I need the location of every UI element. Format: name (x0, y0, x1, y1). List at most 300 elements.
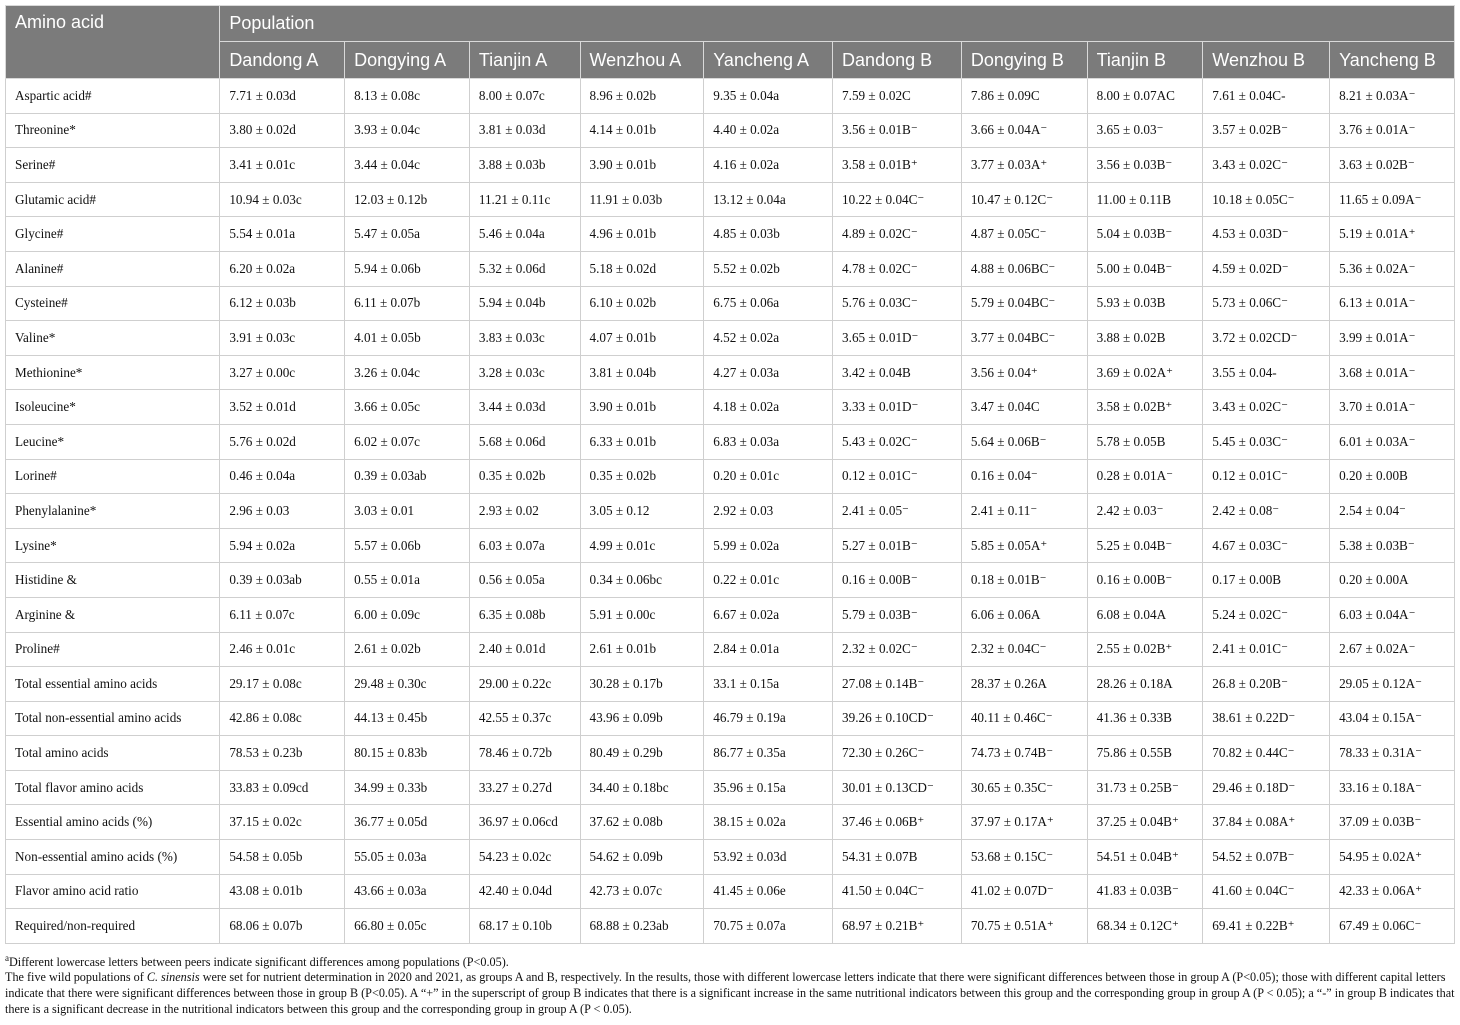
table-cell: 5.85 ± 0.05A⁺ (961, 528, 1087, 563)
table-cell: 33.83 ± 0.09cd (220, 770, 345, 805)
table-cell: 2.55 ± 0.02B⁺ (1087, 632, 1203, 667)
table-cell: 3.99 ± 0.01A⁻ (1330, 321, 1455, 356)
column-header: Wenzhou A (580, 42, 704, 79)
table-cell: 3.56 ± 0.04⁺ (961, 355, 1087, 390)
table-cell: 5.93 ± 0.03B (1087, 286, 1203, 321)
table-cell: 5.38 ± 0.03B⁻ (1330, 528, 1455, 563)
table-cell: 66.80 ± 0.05c (345, 909, 470, 944)
column-header: Tianjin B (1087, 42, 1203, 79)
table-cell: 3.70 ± 0.01A⁻ (1330, 390, 1455, 425)
species-name: C. sinensis (146, 970, 200, 984)
table-cell: 37.62 ± 0.08b (580, 805, 704, 840)
table-cell: 3.05 ± 0.12 (580, 494, 704, 529)
table-cell: 5.00 ± 0.04B⁻ (1087, 251, 1203, 286)
table-cell: 7.61 ± 0.04C- (1203, 79, 1330, 114)
table-cell: 3.90 ± 0.01b (580, 148, 704, 183)
table-cell: 2.61 ± 0.02b (345, 632, 470, 667)
table-row (6, 424, 1455, 459)
table-cell: 30.28 ± 0.17b (580, 667, 704, 702)
footnote-significance-text: Different lowercase letters between peers indicate significant differences among populations (P<0.05). (9, 955, 509, 970)
table-cell: 4.27 ± 0.03a (704, 355, 833, 390)
table-cell: 34.40 ± 0.18bc (580, 770, 704, 805)
table-cell: 5.36 ± 0.02A⁻ (1330, 251, 1455, 286)
table-cell: 13.12 ± 0.04a (704, 182, 833, 217)
table-cell: 4.01 ± 0.05b (345, 321, 470, 356)
table-cell: 6.03 ± 0.07a (469, 528, 580, 563)
table-cell: 8.96 ± 0.02b (580, 79, 704, 114)
table-cell: 0.20 ± 0.00A (1330, 563, 1455, 598)
table-cell: 5.76 ± 0.02d (220, 424, 345, 459)
header-amino-acid: Amino acid (6, 6, 220, 79)
table-cell: 26.8 ± 0.20B⁻ (1203, 667, 1330, 702)
table-cell: 5.52 ± 0.02b (704, 251, 833, 286)
table-cell: 10.18 ± 0.05C⁻ (1203, 182, 1330, 217)
table-cell: 4.78 ± 0.02C⁻ (833, 251, 962, 286)
table-cell: 6.12 ± 0.03b (220, 286, 345, 321)
table-cell: 4.87 ± 0.05C⁻ (961, 217, 1087, 252)
column-header: Yancheng B (1330, 42, 1455, 79)
table-row (6, 251, 1455, 286)
table-row (6, 286, 1455, 321)
table-cell: 2.41 ± 0.11⁻ (961, 494, 1087, 529)
table-cell: 37.15 ± 0.02c (220, 805, 345, 840)
table-cell: 53.92 ± 0.03d (704, 840, 833, 875)
row-label: Valine* (6, 321, 220, 356)
table-cell: 6.02 ± 0.07c (345, 424, 470, 459)
table-cell: 5.46 ± 0.04a (469, 217, 580, 252)
table-cell: 0.16 ± 0.00B⁻ (833, 563, 962, 598)
table-cell: 8.00 ± 0.07AC (1087, 79, 1203, 114)
column-header: Dongying B (961, 42, 1087, 79)
table-row (6, 701, 1455, 736)
table-cell: 3.55 ± 0.04- (1203, 355, 1330, 390)
table-cell: 78.53 ± 0.23b (220, 736, 345, 771)
table-cell: 3.68 ± 0.01A⁻ (1330, 355, 1455, 390)
table-cell: 3.56 ± 0.03B⁻ (1087, 148, 1203, 183)
table-cell: 3.90 ± 0.01b (580, 390, 704, 425)
table-cell: 3.27 ± 0.00c (220, 355, 345, 390)
table-cell: 4.52 ± 0.02a (704, 321, 833, 356)
table-cell: 6.11 ± 0.07b (345, 286, 470, 321)
table-cell: 3.33 ± 0.01D⁻ (833, 390, 962, 425)
row-label: Total essential amino acids (6, 667, 220, 702)
table-cell: 3.56 ± 0.01B⁻ (833, 113, 962, 148)
table-cell: 6.01 ± 0.03A⁻ (1330, 424, 1455, 459)
table-cell: 6.20 ± 0.02a (220, 251, 345, 286)
table-cell: 5.25 ± 0.04B⁻ (1087, 528, 1203, 563)
table-cell: 41.36 ± 0.33B (1087, 701, 1203, 736)
table-cell: 5.47 ± 0.05a (345, 217, 470, 252)
table-cell: 43.08 ± 0.01b (220, 874, 345, 909)
table-cell: 28.37 ± 0.26A (961, 667, 1087, 702)
table-cell: 6.75 ± 0.06a (704, 286, 833, 321)
table-cell: 33.27 ± 0.27d (469, 770, 580, 805)
row-label: Total flavor amino acids (6, 770, 220, 805)
table-cell: 55.05 ± 0.03a (345, 840, 470, 875)
row-label: Methionine* (6, 355, 220, 390)
table-cell: 6.00 ± 0.09c (345, 597, 470, 632)
table-cell: 68.97 ± 0.21B⁺ (833, 909, 962, 944)
table-cell: 4.67 ± 0.03C⁻ (1203, 528, 1330, 563)
table-cell: 36.77 ± 0.05d (345, 805, 470, 840)
table-row (6, 632, 1455, 667)
table-cell: 2.32 ± 0.02C⁻ (833, 632, 962, 667)
table-row (6, 79, 1455, 114)
table-cell: 0.12 ± 0.01C⁻ (1203, 459, 1330, 494)
table-cell: 3.81 ± 0.04b (580, 355, 704, 390)
table-cell: 0.35 ± 0.02b (469, 459, 580, 494)
table-row (6, 736, 1455, 771)
table-cell: 0.20 ± 0.01c (704, 459, 833, 494)
table-cell: 3.58 ± 0.01B⁺ (833, 148, 962, 183)
footnote-method (5, 969, 1460, 1017)
table-cell: 54.51 ± 0.04B⁺ (1087, 840, 1203, 875)
table-row (6, 321, 1455, 356)
row-label: Leucine* (6, 424, 220, 459)
table-cell: 3.41 ± 0.01c (220, 148, 345, 183)
table-cell: 3.44 ± 0.04c (345, 148, 470, 183)
table-cell: 3.58 ± 0.02B⁺ (1087, 390, 1203, 425)
footnote-marker: a (5, 953, 9, 963)
table-cell: 6.67 ± 0.02a (704, 597, 833, 632)
table-cell: 2.54 ± 0.04⁻ (1330, 494, 1455, 529)
table-cell: 2.32 ± 0.04C⁻ (961, 632, 1087, 667)
table-cell: 29.17 ± 0.08c (220, 667, 345, 702)
table-cell: 54.31 ± 0.07B (833, 840, 962, 875)
table-cell: 11.00 ± 0.11B (1087, 182, 1203, 217)
table-cell: 4.14 ± 0.01b (580, 113, 704, 148)
table-cell: 5.04 ± 0.03B⁻ (1087, 217, 1203, 252)
table-cell: 78.33 ± 0.31A⁻ (1330, 736, 1455, 771)
table-cell: 4.07 ± 0.01b (580, 321, 704, 356)
row-label: Phenylalanine* (6, 494, 220, 529)
table-row (6, 355, 1455, 390)
table-row (6, 667, 1455, 702)
table-cell: 5.68 ± 0.06d (469, 424, 580, 459)
table-cell: 78.46 ± 0.72b (469, 736, 580, 771)
table-cell: 6.83 ± 0.03a (704, 424, 833, 459)
footnote-method-text-end: were set for nutrient determination in 2020 and 2021, as groups A and B, respectively. In the results, those with different lowercase letters indicate that there were significant differences between those in group A (P<0.05); those with different capital letters indicate that there were significant differences between those in group B (P<0.05). A “+” in the superscript of group B indicates that there is a significant increase in the same nutritional indicators between this group and the corresponding group in group A (P < 0.05); a “-” in group B indicates that there is a significant decrease in the nutritional indicators between this group and the corresponding group in group A (P < 0.05). (5, 970, 1455, 1016)
table-cell: 6.10 ± 0.02b (580, 286, 704, 321)
table-cell: 3.47 ± 0.04C (961, 390, 1087, 425)
table-cell: 0.28 ± 0.01A⁻ (1087, 459, 1203, 494)
row-label: Required/non-required (6, 909, 220, 944)
row-label: Lysine* (6, 528, 220, 563)
table-cell: 0.16 ± 0.00B⁻ (1087, 563, 1203, 598)
table-cell: 4.18 ± 0.02a (704, 390, 833, 425)
table-container (5, 5, 1455, 944)
table-cell: 31.73 ± 0.25B⁻ (1087, 770, 1203, 805)
table-cell: 4.59 ± 0.02D⁻ (1203, 251, 1330, 286)
table-cell: 70.82 ± 0.44C⁻ (1203, 736, 1330, 771)
table-body (6, 79, 1455, 944)
table-cell: 69.41 ± 0.22B⁺ (1203, 909, 1330, 944)
table-cell: 3.52 ± 0.01d (220, 390, 345, 425)
table-cell: 5.94 ± 0.02a (220, 528, 345, 563)
table-cell: 29.05 ± 0.12A⁻ (1330, 667, 1455, 702)
table-cell: 37.46 ± 0.06B⁺ (833, 805, 962, 840)
table-cell: 7.86 ± 0.09C (961, 79, 1087, 114)
table-cell: 54.58 ± 0.05b (220, 840, 345, 875)
row-label: Alanine# (6, 251, 220, 286)
table-cell: 5.45 ± 0.03C⁻ (1203, 424, 1330, 459)
table-cell: 2.84 ± 0.01a (704, 632, 833, 667)
table-cell: 74.73 ± 0.74B⁻ (961, 736, 1087, 771)
table-cell: 5.43 ± 0.02C⁻ (833, 424, 962, 459)
row-label: Lorine# (6, 459, 220, 494)
table-cell: 3.66 ± 0.04A⁻ (961, 113, 1087, 148)
table-cell: 3.42 ± 0.04B (833, 355, 962, 390)
table-cell: 5.76 ± 0.03C⁻ (833, 286, 962, 321)
table-cell: 0.12 ± 0.01C⁻ (833, 459, 962, 494)
column-header: Dandong B (833, 42, 962, 79)
table-cell: 3.69 ± 0.02A⁺ (1087, 355, 1203, 390)
table-cell: 67.49 ± 0.06C⁻ (1330, 909, 1455, 944)
table-cell: 2.42 ± 0.08⁻ (1203, 494, 1330, 529)
table-cell: 3.83 ± 0.03c (469, 321, 580, 356)
table-cell: 0.20 ± 0.00B (1330, 459, 1455, 494)
table-cell: 3.26 ± 0.04c (345, 355, 470, 390)
column-header: Dongying A (345, 42, 470, 79)
table-cell: 3.81 ± 0.03d (469, 113, 580, 148)
table-cell: 10.22 ± 0.04C⁻ (833, 182, 962, 217)
table-cell: 30.01 ± 0.13CD⁻ (833, 770, 962, 805)
table-cell: 0.22 ± 0.01c (704, 563, 833, 598)
table-cell: 36.97 ± 0.06cd (469, 805, 580, 840)
table-cell: 5.57 ± 0.06b (345, 528, 470, 563)
table-cell: 2.40 ± 0.01d (469, 632, 580, 667)
table-cell: 6.33 ± 0.01b (580, 424, 704, 459)
table-cell: 5.54 ± 0.01a (220, 217, 345, 252)
table-cell: 0.17 ± 0.00B (1203, 563, 1330, 598)
table-row (6, 563, 1455, 598)
table-cell: 68.34 ± 0.12C⁺ (1087, 909, 1203, 944)
table-cell: 3.63 ± 0.02B⁻ (1330, 148, 1455, 183)
row-label: Flavor amino acid ratio (6, 874, 220, 909)
table-cell: 2.42 ± 0.03⁻ (1087, 494, 1203, 529)
table-cell: 38.15 ± 0.02a (704, 805, 833, 840)
table-cell: 2.92 ± 0.03 (704, 494, 833, 529)
row-label: Proline# (6, 632, 220, 667)
table-cell: 34.99 ± 0.33b (345, 770, 470, 805)
table-row (6, 113, 1455, 148)
table-cell: 5.79 ± 0.04BC⁻ (961, 286, 1087, 321)
table-cell: 2.96 ± 0.03 (220, 494, 345, 529)
table-cell: 29.46 ± 0.18D⁻ (1203, 770, 1330, 805)
table-cell: 5.73 ± 0.06C⁻ (1203, 286, 1330, 321)
column-header: Wenzhou B (1203, 42, 1330, 79)
table-cell: 38.61 ± 0.22D⁻ (1203, 701, 1330, 736)
table-cell: 42.86 ± 0.08c (220, 701, 345, 736)
table-cell: 3.44 ± 0.03d (469, 390, 580, 425)
table-cell: 3.88 ± 0.03b (469, 148, 580, 183)
table-cell: 27.08 ± 0.14B⁻ (833, 667, 962, 702)
table-cell: 3.57 ± 0.02B⁻ (1203, 113, 1330, 148)
table-cell: 42.40 ± 0.04d (469, 874, 580, 909)
table-cell: 5.19 ± 0.01A⁺ (1330, 217, 1455, 252)
table-cell: 2.61 ± 0.01b (580, 632, 704, 667)
table-cell: 0.55 ± 0.01a (345, 563, 470, 598)
table-row (6, 770, 1455, 805)
row-label: Total amino acids (6, 736, 220, 771)
table-cell: 0.34 ± 0.06bc (580, 563, 704, 598)
table-cell: 3.28 ± 0.03c (469, 355, 580, 390)
table-cell: 53.68 ± 0.15C⁻ (961, 840, 1087, 875)
table-cell: 4.96 ± 0.01b (580, 217, 704, 252)
table-cell: 44.13 ± 0.45b (345, 701, 470, 736)
table-cell: 86.77 ± 0.35a (704, 736, 833, 771)
table-cell: 75.86 ± 0.55B (1087, 736, 1203, 771)
table-cell: 2.41 ± 0.01C⁻ (1203, 632, 1330, 667)
table-cell: 39.26 ± 0.10CD⁻ (833, 701, 962, 736)
row-label: Total non-essential amino acids (6, 701, 220, 736)
column-header: Dandong A (220, 42, 345, 79)
column-header: Yancheng A (704, 42, 833, 79)
table-cell: 4.53 ± 0.03D⁻ (1203, 217, 1330, 252)
table-cell: 43.96 ± 0.09b (580, 701, 704, 736)
table-header (6, 6, 1455, 79)
footnote-method-text-start: The five wild populations of (5, 970, 147, 984)
table-cell: 72.30 ± 0.26C⁻ (833, 736, 962, 771)
table-cell: 2.41 ± 0.05⁻ (833, 494, 962, 529)
table-cell: 8.00 ± 0.07c (469, 79, 580, 114)
table-cell: 2.67 ± 0.02A⁻ (1330, 632, 1455, 667)
table-cell: 12.03 ± 0.12b (345, 182, 470, 217)
table-cell: 37.97 ± 0.17A⁺ (961, 805, 1087, 840)
table-cell: 4.40 ± 0.02a (704, 113, 833, 148)
table-cell: 40.11 ± 0.46C⁻ (961, 701, 1087, 736)
table-cell: 0.39 ± 0.03ab (345, 459, 470, 494)
column-header: Tianjin A (469, 42, 580, 79)
table-cell: 68.06 ± 0.07b (220, 909, 345, 944)
table-cell: 37.84 ± 0.08A⁺ (1203, 805, 1330, 840)
table-cell: 43.04 ± 0.15A⁻ (1330, 701, 1455, 736)
table-cell: 3.43 ± 0.02C⁻ (1203, 390, 1330, 425)
table-cell: 5.32 ± 0.06d (469, 251, 580, 286)
table-cell: 41.02 ± 0.07D⁻ (961, 874, 1087, 909)
table-cell: 54.62 ± 0.09b (580, 840, 704, 875)
table-cell: 2.93 ± 0.02 (469, 494, 580, 529)
table-cell: 7.71 ± 0.03d (220, 79, 345, 114)
table-cell: 29.00 ± 0.22c (469, 667, 580, 702)
table-cell: 6.35 ± 0.08b (469, 597, 580, 632)
table-cell: 29.48 ± 0.30c (345, 667, 470, 702)
table-cell: 5.94 ± 0.06b (345, 251, 470, 286)
table-cell: 41.60 ± 0.04C⁻ (1203, 874, 1330, 909)
table-cell: 41.83 ± 0.03B⁻ (1087, 874, 1203, 909)
row-label: Histidine & (6, 563, 220, 598)
table-cell: 3.76 ± 0.01A⁻ (1330, 113, 1455, 148)
table-cell: 41.50 ± 0.04C⁻ (833, 874, 962, 909)
table-row (6, 390, 1455, 425)
table-cell: 30.65 ± 0.35C⁻ (961, 770, 1087, 805)
table-cell: 41.45 ± 0.06e (704, 874, 833, 909)
table-cell: 5.91 ± 0.00c (580, 597, 704, 632)
table-cell: 8.21 ± 0.03A⁻ (1330, 79, 1455, 114)
table-cell: 8.13 ± 0.08c (345, 79, 470, 114)
row-label: Threonine* (6, 113, 220, 148)
table-cell: 0.46 ± 0.04a (220, 459, 345, 494)
table-cell: 6.11 ± 0.07c (220, 597, 345, 632)
table-cell: 4.88 ± 0.06BC⁻ (961, 251, 1087, 286)
table-cell: 7.59 ± 0.02C (833, 79, 962, 114)
table-cell: 3.43 ± 0.02C⁻ (1203, 148, 1330, 183)
table-cell: 3.66 ± 0.05c (345, 390, 470, 425)
table-cell: 5.24 ± 0.02C⁻ (1203, 597, 1330, 632)
row-label: Essential amino acids (%) (6, 805, 220, 840)
table-cell: 0.16 ± 0.04⁻ (961, 459, 1087, 494)
row-label: Glycine# (6, 217, 220, 252)
table-cell: 5.79 ± 0.03B⁻ (833, 597, 962, 632)
table-cell: 6.06 ± 0.06A (961, 597, 1087, 632)
table-cell: 5.18 ± 0.02d (580, 251, 704, 286)
row-label: Cysteine# (6, 286, 220, 321)
table-cell: 0.56 ± 0.05a (469, 563, 580, 598)
table-cell: 70.75 ± 0.07a (704, 909, 833, 944)
table-row (6, 805, 1455, 840)
table-cell: 0.18 ± 0.01B⁻ (961, 563, 1087, 598)
table-cell: 5.99 ± 0.02a (704, 528, 833, 563)
table-cell: 54.52 ± 0.07B⁻ (1203, 840, 1330, 875)
row-label: Non-essential amino acids (%) (6, 840, 220, 875)
table-cell: 5.27 ± 0.01B⁻ (833, 528, 962, 563)
table-cell: 68.17 ± 0.10b (469, 909, 580, 944)
table-cell: 9.35 ± 0.04a (704, 79, 833, 114)
table-cell: 3.65 ± 0.01D⁻ (833, 321, 962, 356)
footnote-significance (5, 950, 1460, 970)
table-cell: 6.03 ± 0.04A⁻ (1330, 597, 1455, 632)
table-cell: 68.88 ± 0.23ab (580, 909, 704, 944)
table-cell: 3.77 ± 0.03A⁺ (961, 148, 1087, 183)
table-cell: 37.25 ± 0.04B⁺ (1087, 805, 1203, 840)
table-cell: 4.16 ± 0.02a (704, 148, 833, 183)
table-cell: 6.08 ± 0.04A (1087, 597, 1203, 632)
table-cell: 28.26 ± 0.18A (1087, 667, 1203, 702)
table-row (6, 528, 1455, 563)
table-cell: 3.88 ± 0.02B (1087, 321, 1203, 356)
table-cell: 11.65 ± 0.09A⁻ (1330, 182, 1455, 217)
table-cell: 5.78 ± 0.05B (1087, 424, 1203, 459)
table-cell: 11.91 ± 0.03b (580, 182, 704, 217)
table-cell: 3.91 ± 0.03c (220, 321, 345, 356)
table-cell: 0.39 ± 0.03ab (220, 563, 345, 598)
table-cell: 10.94 ± 0.03c (220, 182, 345, 217)
table-cell: 11.21 ± 0.11c (469, 182, 580, 217)
table-cell: 3.72 ± 0.02CD⁻ (1203, 321, 1330, 356)
table-row (6, 597, 1455, 632)
table-cell: 42.55 ± 0.37c (469, 701, 580, 736)
table-cell: 46.79 ± 0.19a (704, 701, 833, 736)
table-cell: 3.65 ± 0.03⁻ (1087, 113, 1203, 148)
table-cell: 43.66 ± 0.03a (345, 874, 470, 909)
table-cell: 37.09 ± 0.03B⁻ (1330, 805, 1455, 840)
row-label: Isoleucine* (6, 390, 220, 425)
table-cell: 4.85 ± 0.03b (704, 217, 833, 252)
table-cell: 0.35 ± 0.02b (580, 459, 704, 494)
table-cell: 3.80 ± 0.02d (220, 113, 345, 148)
table-row (6, 148, 1455, 183)
row-label: Arginine & (6, 597, 220, 632)
table-row (6, 909, 1455, 944)
row-label: Glutamic acid# (6, 182, 220, 217)
table-cell: 80.49 ± 0.29b (580, 736, 704, 771)
table-cell: 5.94 ± 0.04b (469, 286, 580, 321)
row-label: Serine# (6, 148, 220, 183)
table-cell: 54.23 ± 0.02c (469, 840, 580, 875)
table-cell: 5.64 ± 0.06B⁻ (961, 424, 1087, 459)
table-cell: 33.1 ± 0.15a (704, 667, 833, 702)
table-cell: 3.93 ± 0.04c (345, 113, 470, 148)
